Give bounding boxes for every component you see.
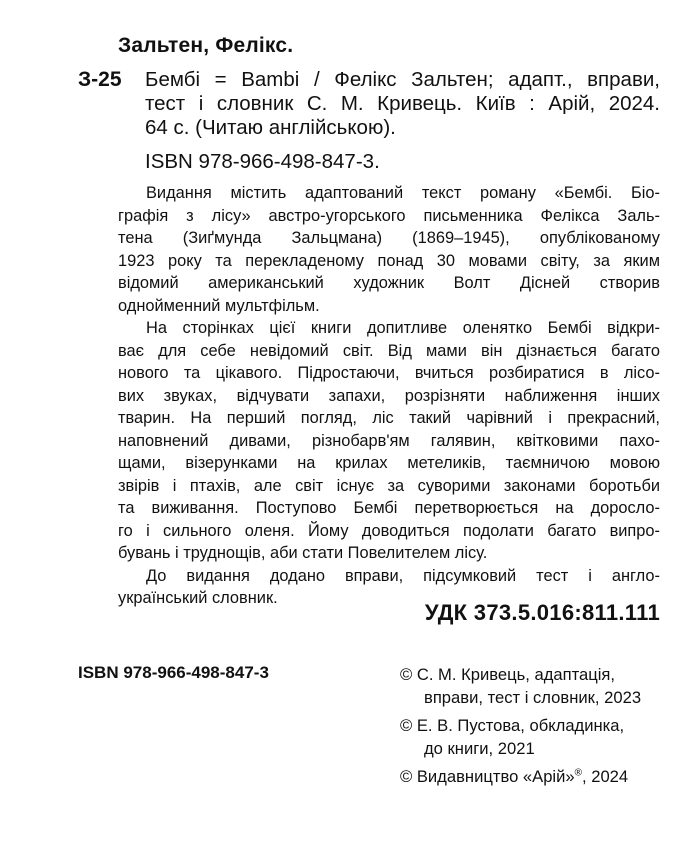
abstract-line: На сторінках цієї книги допитливе оленятко Бембі відкри- [146,319,660,337]
copyright-cover [400,714,670,760]
bibliographic-description [145,68,660,140]
bib-line: 64 с. (Читаю англійською). [145,116,396,139]
copyright-line: © Видавництво «Арій» [400,767,575,786]
registered-mark: ® [574,767,582,779]
copyright-line: © Е. В. Пустова, обкладинка, [400,716,625,735]
abstract-line: нового та цікавого. Підростаючи, вчиться розбиратися в лісо- [118,364,660,382]
abstract-line: наповнений дивами, різнобарв'ям галявин, квітковими пахо- [118,431,660,450]
abstract [118,182,660,610]
copyright-line: вправи, тест і словник, 2023 [424,688,642,707]
udk-code: УДК 373.5.016:811.111 [424,600,660,625]
abstract-line: го і сильного оленя. Йому доводиться подолати багато випро- [118,521,660,540]
abstract-line: Видання містить адаптований текст роману «Бембі. Біо- [146,184,660,202]
abstract-line: ває для себе невідомий світ. Від мами він дізнається багато [118,341,660,360]
abstract-line: однойменний мультфільм. [118,296,320,315]
bib-line: Бембі = Bambi / Фелікс Зальтен; адапт., вправи, [145,68,660,91]
abstract-line: бувань і труднощів, аби стати Повелителем лісу. [118,544,488,562]
abstract-line: щами, візерунками на крилах метеликів, таємничою мовою [118,454,660,472]
isbn-bottom: ISBN 978-966-498-847-3 [78,663,269,682]
bib-line: тест і словник С. М. Кривець. Київ : Арій, 2024. [145,92,660,115]
abstract-line: 1923 року та перекладеному понад 30 мовами світу, за яким [118,251,660,270]
abstract-line: український словник. [118,589,278,607]
abstract-line: відомий американський художник Волт Дісней створив [118,274,660,292]
abstract-line: звірів і птахів, але світ існує за суворими законами боротьби [118,476,660,495]
copyright-adaptation [400,663,670,709]
copyright-line: © С. М. Кривець, адаптація, [400,665,616,684]
abstract-line: тена (Зиґмунда Зальцмана) (1869–1945), опублікованому [118,229,660,247]
abstract-line: вих звуках, відчувати запахи, розрізняти наближення інших [118,386,660,405]
classification-code: З-25 [78,68,122,91]
copyright-line: , 2024 [582,767,629,786]
isbn-top: ISBN 978-966-498-847-3. [145,150,380,173]
copyright-publisher [400,765,670,788]
abstract-line: До видання додано вправи, підсумковий тест і англо- [146,566,660,585]
copyright-block [400,663,670,793]
abstract-line: графія з лісу» австро-угорського письменника Фелікса Заль- [118,206,660,225]
copyright-line: до книги, 2021 [424,739,535,758]
abstract-line: та виживання. Поступово Бембі перетворюється на доросло- [118,499,660,517]
author-heading: Зальтен, Фелікс. [118,34,294,57]
abstract-line: тварин. На перший погляд, ліс такий чарівний і прекрасний, [118,409,660,427]
